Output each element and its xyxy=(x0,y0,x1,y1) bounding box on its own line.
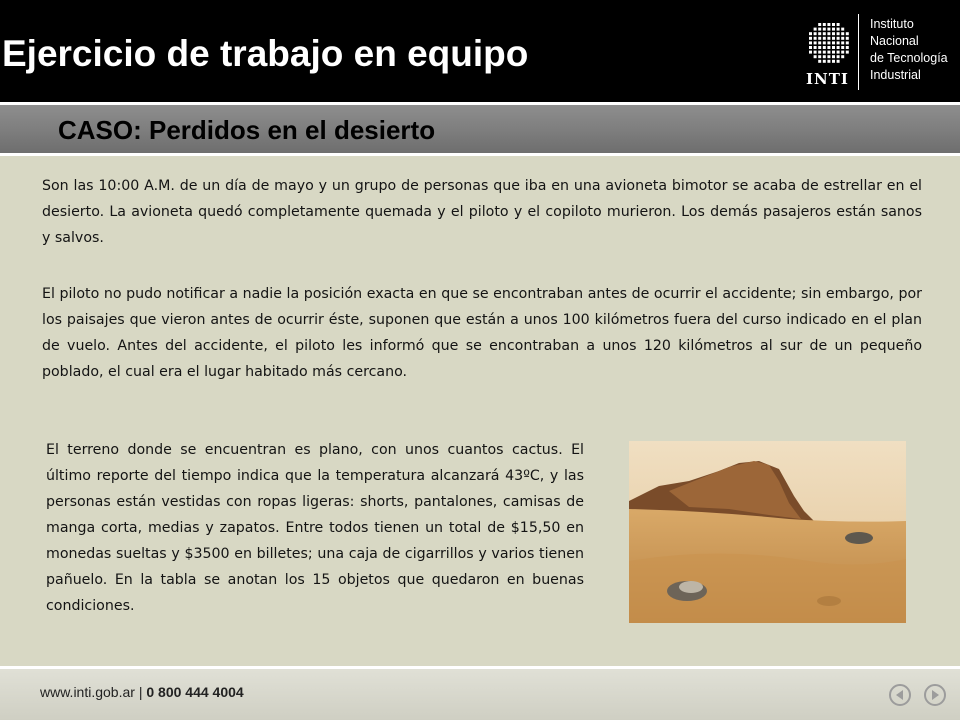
footer-phone: 0 800 444 4004 xyxy=(146,684,244,700)
slide-subtitle: CASO: Perdidos en el desierto xyxy=(58,115,436,145)
next-slide-button[interactable] xyxy=(924,684,946,706)
logo-acronym: INTI xyxy=(806,70,849,88)
paragraph-location: El piloto no pudo notificar a nadie la posición exacta en que se encontraban antes de ocurrir el accidente; sin embargo, por los paisajes que vieron antes de ocurrir éste, suponen que están a unos 100 kilómetros fuera del curso indicado en el plan de vuelo. Antes del accidente, el piloto les informó que se encontraban a unos 120 kilómetros al sur de un pequeño poblado, el cual era el lugar habitado más cercano. xyxy=(42,286,922,380)
next-arrow-icon xyxy=(929,689,941,701)
logo-line: de Tecnología xyxy=(870,51,948,65)
inti-logo-grid-icon xyxy=(806,20,852,66)
footer-contact xyxy=(40,684,244,700)
logo-line: Industrial xyxy=(870,68,921,82)
footer-separator: | xyxy=(134,684,147,700)
logo-text xyxy=(870,16,948,84)
logo-divider xyxy=(858,14,859,90)
paragraph-intro: Son las 10:00 A.M. de un día de mayo y un grupo de personas que iba en una avioneta bimotor se acaba de estrellar en el desierto. La avioneta quedó completamente quemada y el piloto y el copiloto murieron. Los demás pasajeros están sanos y salvos. xyxy=(42,178,922,246)
logo-line: Instituto xyxy=(870,17,914,31)
slide-title: Ejercicio de trabajo en equipo xyxy=(2,33,529,74)
previous-slide-button[interactable] xyxy=(889,684,911,706)
footer-website[interactable]: www.inti.gob.ar xyxy=(40,684,135,700)
divider xyxy=(0,153,960,156)
logo-line: Nacional xyxy=(870,34,919,48)
paragraph-terrain: El terreno donde se encuentran es plano, con unos cuantos cactus. El último reporte del tiempo indica que la temperatura alcanzará 43ºC, y las personas están vestidas con ropas ligeras: shorts, pantalones, camisas de manga corta, medias y zapatos. Entre todos tienen un total de $15,50 en monedas sueltas y $3500 en billetes; una caja de cigarrillos y varios tienen pañuelo. En la tabla se anotan los 15 objetos que quedaron en buenas condiciones. xyxy=(46,442,584,614)
previous-arrow-icon xyxy=(894,689,906,701)
desert-photo xyxy=(629,441,906,623)
